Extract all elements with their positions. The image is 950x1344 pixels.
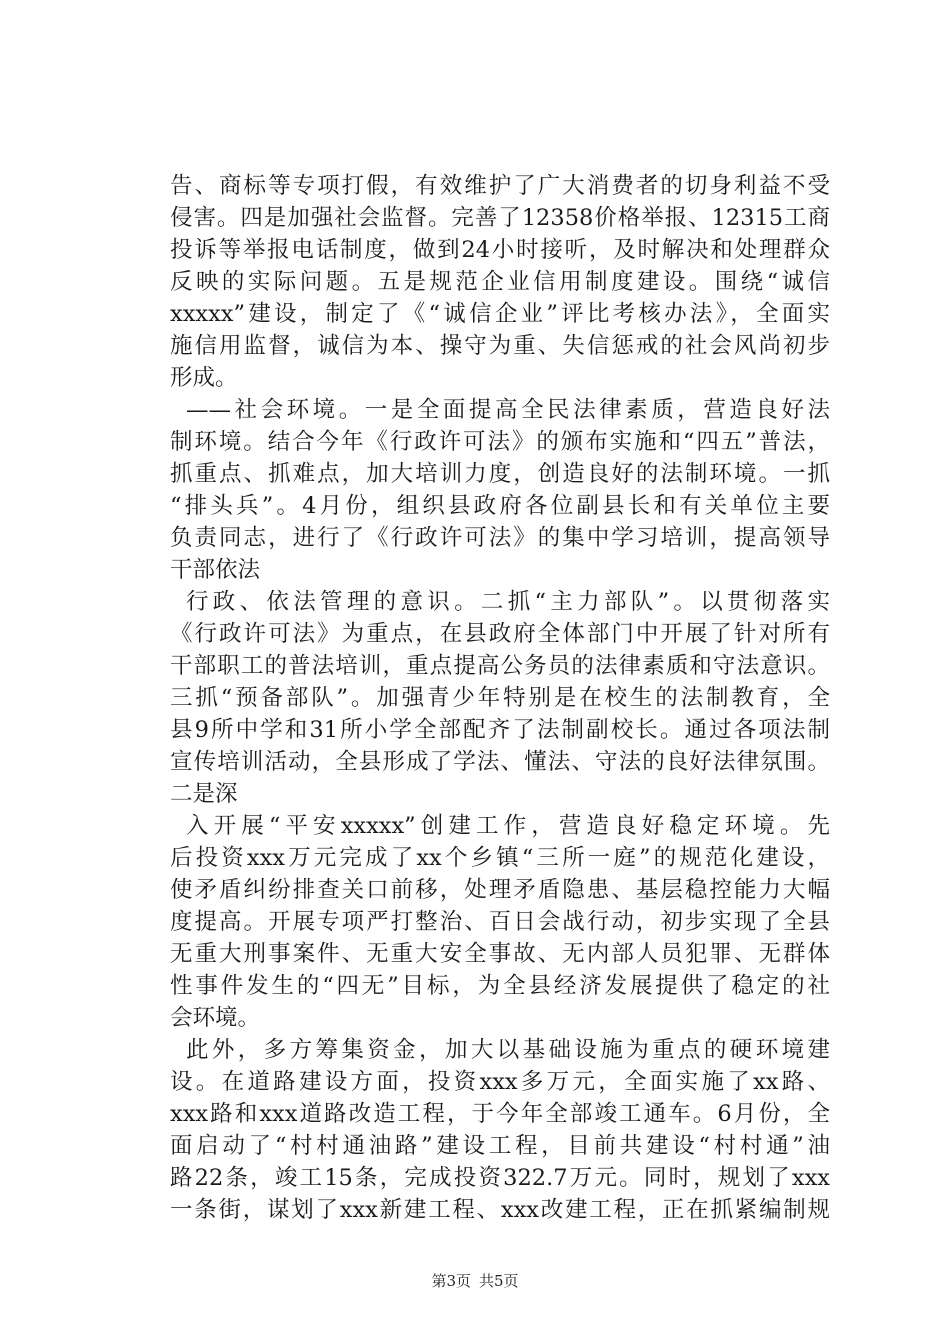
text-line: 抓重点、抓难点，加大培训力度，创造良好的法制环境。一抓 [170, 461, 830, 487]
text-line: 二是深 [170, 781, 238, 807]
text-line: 设。在道路建设方面，投资xxx多万元，全面实施了xx路、 [170, 1069, 830, 1095]
text-line: 施信用监督，诚信为本、操守为重、失信惩戒的社会风尚初步 [170, 333, 830, 359]
text-line: 告、商标等专项打假，有效维护了广大消费者的切身利益不受 [170, 173, 830, 199]
text-line: 后投资xxx万元完成了xx个乡镇“三所一庭”的规范化建设， [170, 845, 830, 871]
text-line: ——社会环境。一是全面提高全民法律素质，营造良好法 [186, 397, 830, 423]
text-line: “排头兵”。4月份，组织县政府各位副县长和有关单位主要 [170, 493, 830, 519]
text-line: 形成。 [170, 365, 238, 391]
text-line: 性事件发生的“四无”目标，为全县经济发展提供了稳定的社 [170, 973, 830, 999]
text-line: 侵害。四是加强社会监督。完善了12358价格举报、12315工商 [170, 205, 830, 231]
page-number-current: 第3页 [431, 1272, 471, 1290]
text-line: 三抓“预备部队”。加强青少年特别是在校生的法制教育，全 [170, 685, 830, 711]
text-line: 无重大刑事案件、无重大安全事故、无内部人员犯罪、无群体 [170, 941, 830, 967]
text-line: 制环境。结合今年《行政许可法》的颁布实施和“四五”普法， [170, 429, 830, 455]
text-line: 宣传培训活动，全县形成了学法、懂法、守法的良好法律氛围。 [170, 749, 830, 775]
text-line: 县9所中学和31所小学全部配齐了法制副校长。通过各项法制 [170, 717, 830, 743]
text-line: 路22条，竣工15条，完成投资322.7万元。同时，规划了xxx [170, 1165, 830, 1191]
text-line: 《行政许可法》为重点，在县政府全体部门中开展了针对所有 [170, 621, 830, 647]
text-line: 干部依法 [170, 557, 261, 583]
text-line: 行政、依法管理的意识。二抓“主力部队”。以贯彻落实 [186, 589, 830, 615]
text-line: 负责同志，进行了《行政许可法》的集中学习培训，提高领导 [170, 525, 830, 551]
text-line: 面启动了“村村通油路”建设工程，目前共建设“村村通”油 [170, 1133, 830, 1159]
text-line: 一条街，谋划了xxx新建工程、xxx改建工程，正在抓紧编制规 [170, 1197, 830, 1223]
text-line: 投诉等举报电话制度，做到24小时接听，及时解决和处理群众 [170, 237, 830, 263]
text-line: 干部职工的普法培训，重点提高公务员的法律素质和守法意识。 [170, 653, 830, 679]
page-footer [0, 1271, 950, 1291]
text-line: 反映的实际问题。五是规范企业信用制度建设。围绕“诚信 [170, 269, 830, 295]
text-line: 使矛盾纠纷排查关口前移，处理矛盾隐患、基层稳控能力大幅 [170, 877, 830, 903]
text-line: 此外，多方筹集资金，加大以基础设施为重点的硬环境建 [186, 1037, 830, 1063]
document-body [170, 170, 830, 1226]
page-number-total: 共5页 [479, 1272, 519, 1290]
text-line: 度提高。开展专项严打整治、百日会战行动，初步实现了全县 [170, 909, 830, 935]
text-line: 入开展“平安xxxxx”创建工作，营造良好稳定环境。先 [186, 813, 830, 839]
text-line: 会环境。 [170, 1005, 261, 1031]
text-line: xxxxx”建设，制定了《“诚信企业”评比考核办法》，全面实 [170, 301, 830, 327]
text-line: xxx路和xxx道路改造工程，于今年全部竣工通车。6月份，全 [170, 1101, 830, 1127]
